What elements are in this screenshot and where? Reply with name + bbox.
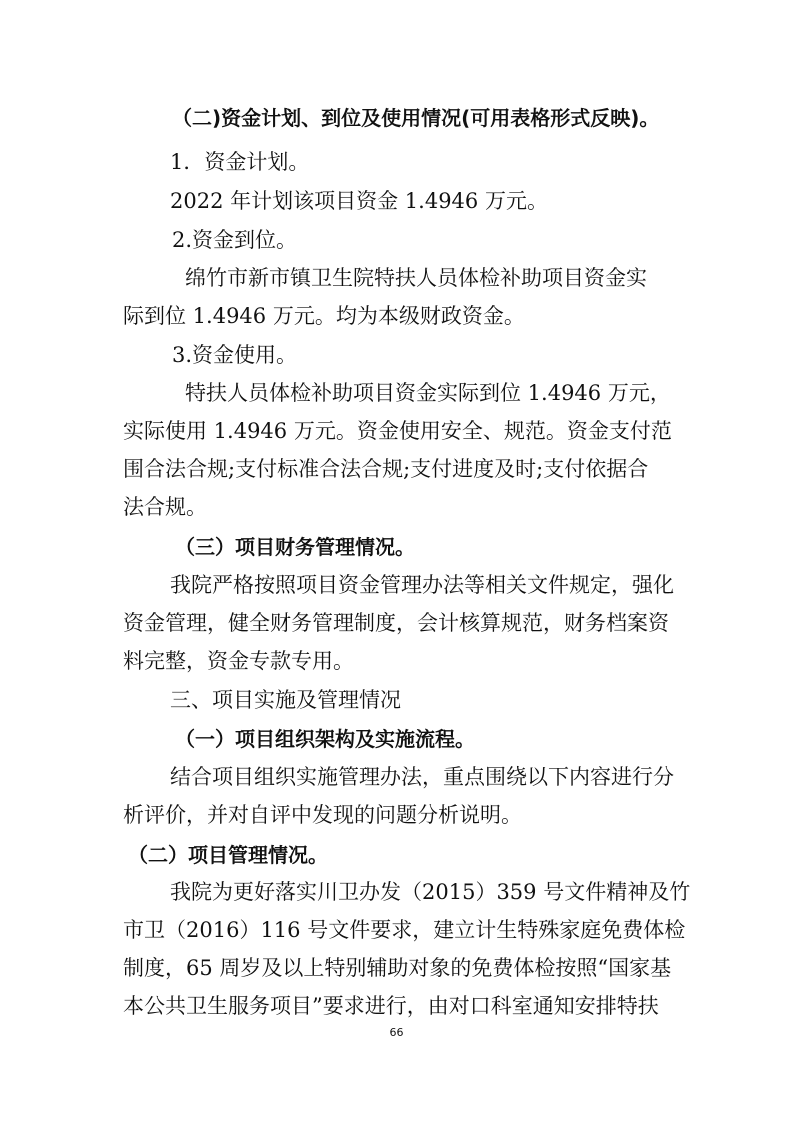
paragraph-line: 际到位 1.4946 万元。均为本级财政资金。 [123,304,525,328]
subheading-fund-use: 3.资金使用。 [172,343,298,367]
section-heading-organization: （一）项目组织架构及实施流程。 [175,727,475,751]
paragraph-line: 绵竹市新市镇卫生院特扶人员体检补助项目资金实 [185,266,647,290]
paragraph-line: 结合项目组织实施管理办法，重点围绕以下内容进行分 [170,765,674,789]
paragraph-line: 本公共卫生服务项目”要求进行，由对口科室通知安排特扶 [123,994,659,1018]
paragraph-line: 市卫（2016）116 号文件要求，建立计生特殊家庭免费体检 [123,918,686,942]
paragraph-line: 法合规。 [123,495,207,519]
section-heading-finance: （三）项目财务管理情况。 [175,535,415,559]
paragraph-line: 我院严格按照项目资金管理办法等相关文件规定，强化 [170,573,674,597]
paragraph-line: 实际使用 1.4946 万元。资金使用安全、规范。资金支付范 [123,419,672,443]
section-heading-funds: （二)资金计划、到位及使用情况(可用表格形式反映)。 [172,106,660,130]
section-heading-implementation: 三、项目实施及管理情况 [170,688,401,712]
paragraph-line: 2022 年计划该项目资金 1.4946 万元。 [170,189,548,213]
paragraph-line: 我院为更好落实川卫办发（2015）359 号文件精神及竹 [170,880,691,904]
paragraph-line: 资金管理，健全财务管理制度，会计核算规范，财务档案资 [123,611,669,635]
paragraph-line: 析评价，并对自评中发现的问题分析说明。 [123,803,522,827]
paragraph-line: 围合法合规;支付标准合法合规;支付进度及时;支付依据合 [123,457,649,481]
paragraph-line: 制度，65 周岁及以上特别辅助对象的免费体检按照“国家基 [123,956,672,980]
section-heading-management: （二）项目管理情况。 [128,843,328,867]
paragraph-line: 特扶人员体检补助项目资金实际到位 1.4946 万元， [185,381,671,405]
subheading-fund-arrival: 2.资金到位。 [172,228,298,252]
page-number: 66 [389,1026,404,1039]
paragraph-line: 料完整，资金专款专用。 [123,649,354,673]
subheading-fund-plan: 1．资金计划。 [170,150,310,174]
